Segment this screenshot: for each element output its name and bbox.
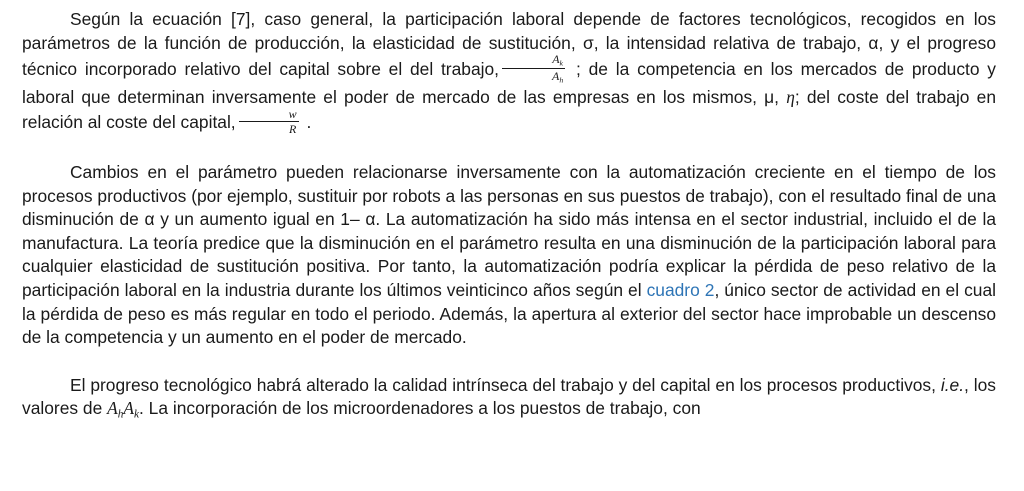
- fraction-w-r: [239, 108, 299, 135]
- fraction-ak-ah: [502, 53, 565, 84]
- p1-text-2: ; de la competencia en los mercados de producto y laboral que determinan inversamente el poder de mercado de las empresas en los mismos, μ,: [22, 59, 997, 108]
- math-ah: $A_h$: [107, 398, 124, 421]
- math-ak: $A_k$: [123, 398, 139, 421]
- p2-text-2: , único sector de actividad en el cual la pérdida de peso es más regular en todo el periodo. Además, la apertura al exterior del sector hace improbable un descenso de la competencia y un aumento en el poder de mercado.: [22, 280, 996, 348]
- fraction-numerator: $A_k$: [502, 53, 565, 69]
- paragraph-3: [22, 374, 996, 428]
- ie-abbreviation: i.e.: [940, 374, 965, 395]
- cuadro-2-link[interactable]: cuadro 2: [646, 280, 715, 300]
- p1-text-4: del coste del trabajo en relación al coste del capital,: [22, 87, 996, 133]
- p1-text-3: ;: [794, 87, 800, 108]
- eta-symbol: η: [786, 87, 795, 108]
- paragraph-1: [22, 8, 996, 137]
- p1-text-5: .: [301, 112, 312, 133]
- paragraph-2: [22, 161, 996, 350]
- p1-text-1: Según la ecuación [7], caso general, la participación laboral depende de factores tecnológicos, recogidos en los parámetros de la función de producción, la elasticidad de sustitución, σ, la intensidad relativa de trabajo, α, y el progreso técnico incorporado relativo del capital sobre el del trabajo,: [22, 9, 996, 80]
- p3-text-3: . La incorporación de los microordenadores a los puestos de trabajo, con: [139, 398, 701, 419]
- p2-text-1: Cambios en el parámetro pueden relacionarse inversamente con la automatización creciente en el tiempo de los procesos productivos (por ejemplo, sustituir por robots a las personas en sus puestos de trabajo), con el resultado final de una disminución de α y un aumento igual en 1– α. La automatización ha sido más intensa en el sector industrial, incluido el de la manufactura. La teoría predice que la disminución en el parámetro resulta en una disminución de la participación laboral para cualquier elasticidad de sustitución positiva. Por tanto, la automatización podría explicar la pérdida de peso relativo de la participación laboral en la industria durante los últimos veinticinco años según el: [22, 162, 996, 300]
- fraction-numerator: w: [239, 108, 299, 122]
- fraction-denominator: $A_h$: [551, 69, 564, 85]
- fraction-denominator: R: [288, 122, 297, 137]
- p3-text-1: El progreso tecnológico habrá alterado la calidad intrínseca del trabajo y del capital en los procesos productivos,: [70, 374, 941, 395]
- p3-text-2: , los valores de: [22, 374, 996, 419]
